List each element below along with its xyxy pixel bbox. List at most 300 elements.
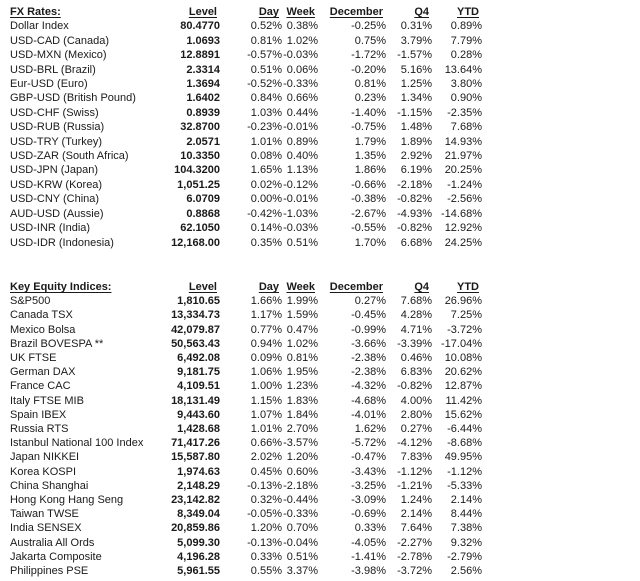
fx-table-row [0, 221, 640, 235]
fx-ytd-cell: 14.93% [444, 135, 482, 148]
equity-table-row [0, 436, 640, 450]
equity-week-cell: 1.84% [286, 408, 318, 421]
fx-week-cell: 0.40% [286, 150, 318, 163]
fx-table-row [0, 106, 640, 120]
equity-table-row [0, 294, 640, 308]
fx-day-cell: 0.08% [250, 150, 282, 163]
fx-ytd-cell: 20.25% [444, 164, 482, 177]
equity-ytd-cell: -17.04% [441, 337, 482, 350]
column-header-day: Day [258, 280, 279, 293]
equity-level-cell: 2,148.29 [177, 479, 220, 492]
fx-week-cell: 0.38% [286, 20, 318, 33]
fx-row-label: Dollar Index [10, 20, 69, 33]
fx-week-cell: 1.02% [286, 34, 318, 47]
equity-december-cell: -0.47% [351, 451, 386, 464]
equity-q4-cell: -0.82% [397, 380, 432, 393]
equity-ytd-cell: -6.44% [447, 422, 482, 435]
filler-cell [482, 465, 640, 479]
equity-q4-cell: 4.00% [400, 394, 432, 407]
fx-q4-cell: -1.57% [397, 49, 432, 62]
equity-row-label: Brazil BOVESPA ** [10, 337, 104, 350]
column-header-december: December [329, 6, 383, 18]
fx-december-cell: -0.55% [351, 222, 386, 235]
equity-q4-cell: 4.28% [400, 309, 432, 322]
fx-ytd-cell: 0.90% [450, 92, 482, 105]
equity-row-label: Jakarta Composite [10, 550, 102, 563]
equity-row-label: German DAX [10, 366, 76, 379]
equity-table-row [0, 536, 640, 550]
equity-december-cell: 1.62% [354, 422, 386, 435]
equity-q4-cell: -2.27% [397, 536, 432, 549]
equity-week-cell: 1.83% [286, 394, 318, 407]
filler-cell [482, 436, 640, 450]
equity-row-label: China Shanghai [10, 479, 89, 492]
equity-ytd-cell: 7.25% [450, 309, 482, 322]
equity-table-row [0, 308, 640, 322]
filler-cell [482, 450, 640, 464]
equity-q4-cell: 0.27% [400, 422, 432, 435]
equity-week-cell: 1.99% [286, 295, 318, 308]
equity-level-cell: 20,859.86 [171, 522, 220, 535]
fx-week-cell: 0.66% [286, 92, 318, 105]
filler-cell [482, 550, 640, 564]
fx-row-label: USD-MXN (Mexico) [10, 49, 107, 62]
equity-row-label: Italy FTSE MIB [10, 394, 84, 407]
equity-ytd-cell: -1.12% [447, 465, 482, 478]
equity-ytd-cell: 15.62% [444, 408, 482, 421]
equity-q4-cell: 1.24% [400, 493, 432, 506]
equity-level-cell: 71,417.26 [171, 437, 220, 450]
column-header-level: Level [188, 6, 217, 18]
equity-ytd-cell: 7.38% [450, 522, 482, 535]
equity-table-title [0, 280, 158, 294]
fx-day-cell: 1.03% [250, 106, 282, 119]
equity-december-cell: -4.32% [351, 380, 386, 393]
fx-week-cell: -0.03% [283, 222, 318, 235]
equity-ytd-cell: 11.42% [445, 394, 482, 407]
fx-week-cell: 0.89% [286, 135, 318, 148]
equity-q4-cell: 2.14% [400, 508, 432, 521]
filler-cell [482, 351, 640, 365]
fx-day-cell: 1.65% [250, 164, 282, 177]
equity-week-cell: 0.47% [286, 323, 318, 336]
filler-cell [482, 337, 640, 351]
fx-table-title-text: FX Rates: [10, 6, 61, 18]
fx-week-cell: 1.13% [286, 164, 318, 177]
fx-q4-cell: 1.89% [400, 135, 432, 148]
equity-table-row [0, 351, 640, 365]
equity-q4-cell: -1.12% [397, 465, 432, 478]
equity-row-label: Istanbul National 100 Index [10, 437, 144, 450]
equity-row-label: Canada TSX [10, 309, 73, 322]
fx-level-cell: 2.3314 [186, 63, 220, 76]
filler-cell [482, 236, 640, 250]
fx-december-cell: 1.86% [354, 164, 386, 177]
equity-row-label: Australia All Ords [10, 536, 95, 549]
equity-week-cell: -0.33% [283, 508, 318, 521]
equity-q4-cell: 7.68% [400, 295, 432, 308]
equity-week-cell: 0.60% [286, 465, 318, 478]
filler-cell [482, 394, 640, 408]
equity-level-cell: 50,563.43 [171, 337, 220, 350]
equity-q4-cell: 2.80% [400, 408, 432, 421]
equity-table-row [0, 379, 640, 393]
filler-cell [482, 422, 640, 436]
filler-cell [482, 77, 640, 91]
fx-row-label: USD-IDR (Indonesia) [10, 236, 114, 249]
equity-level-cell: 9,443.60 [177, 408, 220, 421]
fx-level-cell: 10.3350 [180, 150, 220, 163]
filler-cell [482, 63, 640, 77]
equity-level-cell: 5,099.30 [177, 536, 220, 549]
fx-ytd-cell: 24.25% [444, 236, 482, 249]
equity-level-cell: 42,079.87 [171, 323, 220, 336]
fx-december-cell: 1.79% [354, 135, 386, 148]
equity-day-cell: 0.45% [250, 465, 282, 478]
equity-ytd-cell: 12.87% [444, 380, 482, 393]
equity-row-label: India SENSEX [10, 522, 82, 535]
fx-december-cell: -0.38% [351, 193, 386, 206]
equity-december-cell: -4.01% [351, 408, 386, 421]
filler-cell [482, 120, 640, 134]
fx-ytd-cell: -2.35% [447, 106, 482, 119]
equity-week-cell: 0.81% [286, 351, 318, 364]
equity-level-cell: 18,131.49 [171, 394, 220, 407]
equity-ytd-cell: 9.32% [450, 536, 482, 549]
filler-cell [482, 365, 640, 379]
fx-q4-cell: -0.82% [397, 193, 432, 206]
fx-q4-cell: 3.79% [400, 34, 432, 47]
equity-day-cell: 1.01% [250, 422, 282, 435]
equity-q4-cell: -3.72% [397, 564, 432, 577]
fx-day-cell: -0.23% [247, 121, 282, 134]
fx-ytd-cell: 0.28% [450, 49, 482, 62]
filler-cell [482, 192, 640, 206]
equity-row-label: Mexico Bolsa [10, 323, 76, 336]
equity-table-row [0, 323, 640, 337]
fx-row-label: USD-RUB (Russia) [10, 121, 105, 134]
equity-level-cell: 4,196.28 [177, 550, 220, 563]
fx-level-cell: 1.3694 [186, 78, 220, 91]
equity-december-cell: -0.99% [351, 323, 386, 336]
fx-day-cell: 0.00% [250, 193, 282, 206]
column-header-day: Day [258, 6, 279, 18]
fx-level-cell: 0.8868 [186, 207, 220, 220]
filler-cell [482, 536, 640, 550]
fx-week-cell: 0.06% [286, 63, 318, 76]
fx-day-cell: 0.14% [250, 222, 282, 235]
equity-table-row [0, 422, 640, 436]
fx-level-cell: 62.1050 [180, 222, 220, 235]
fx-q4-cell: 0.31% [400, 20, 432, 33]
filler-header [482, 5, 640, 19]
equity-level-cell: 13,334.73 [171, 309, 220, 322]
equity-table-row [0, 337, 640, 351]
column-header-level: Level [188, 280, 217, 293]
equity-week-cell: -2.18% [283, 479, 318, 492]
equity-december-cell: -3.25% [351, 479, 386, 492]
fx-level-cell: 1.6402 [186, 92, 220, 105]
filler-cell [482, 91, 640, 105]
filler-cell [482, 163, 640, 177]
fx-december-cell: 1.70% [354, 236, 386, 249]
filler-cell [482, 493, 640, 507]
equity-row-label: Hong Kong Hang Seng [10, 493, 124, 506]
fx-q4-cell: 6.68% [400, 236, 432, 249]
equity-ytd-cell: 2.56% [450, 564, 482, 577]
equity-day-cell: 1.06% [250, 366, 282, 379]
fx-december-cell: 0.75% [354, 34, 386, 47]
column-header-ytd: YTD [457, 280, 479, 293]
equity-week-cell: 0.51% [286, 550, 318, 563]
equity-december-cell: -3.09% [351, 493, 386, 506]
fx-table-row [0, 149, 640, 163]
equity-day-cell: 0.32% [250, 493, 282, 506]
fx-day-cell: 0.35% [250, 236, 282, 249]
equity-row-label: Spain IBEX [10, 408, 67, 421]
equity-day-cell: 2.02% [250, 451, 282, 464]
equity-december-cell: -2.38% [351, 351, 386, 364]
fx-row-label: USD-TRY (Turkey) [10, 135, 103, 148]
filler-cell [482, 294, 640, 308]
fx-q4-cell: 1.34% [400, 92, 432, 105]
fx-day-cell: 0.84% [250, 92, 282, 105]
fx-row-label: AUD-USD (Aussie) [10, 207, 104, 220]
equity-table-row [0, 521, 640, 535]
fx-level-cell: 6.0709 [186, 193, 220, 206]
filler-cell [482, 379, 640, 393]
equity-ytd-cell: -5.33% [447, 479, 482, 492]
fx-level-cell: 80.4770 [180, 20, 220, 33]
fx-q4-cell: 1.25% [400, 78, 432, 91]
equity-week-cell: 1.59% [286, 309, 318, 322]
equity-row-label: UK FTSE [10, 351, 57, 364]
fx-table-row [0, 135, 640, 149]
equity-december-cell: -2.38% [351, 366, 386, 379]
equity-december-cell: 0.27% [354, 295, 386, 308]
equity-header-row [0, 280, 640, 294]
filler-cell [482, 479, 640, 493]
fx-day-cell: -0.42% [247, 207, 282, 220]
fx-december-cell: -1.72% [351, 49, 386, 62]
equity-december-cell: -4.05% [351, 536, 386, 549]
filler-cell [482, 106, 640, 120]
equity-table-row [0, 450, 640, 464]
fx-q4-cell: -0.82% [397, 222, 432, 235]
fx-table-row [0, 178, 640, 192]
equity-level-cell: 9,181.75 [177, 366, 220, 379]
equity-day-cell: 1.15% [250, 394, 282, 407]
equity-row-label: S&P500 [10, 295, 51, 308]
equity-table-title-text: Key Equity Indices: [10, 280, 112, 293]
equity-row-label: Philippines PSE [10, 564, 89, 577]
fx-week-cell: 0.51% [286, 236, 318, 249]
equity-week-cell: 0.70% [286, 522, 318, 535]
equity-q4-cell: 7.83% [400, 451, 432, 464]
fx-day-cell: -0.52% [247, 78, 282, 91]
filler-cell [482, 19, 640, 33]
fx-ytd-cell: 12.92% [444, 222, 482, 235]
filler-cell [482, 408, 640, 422]
equity-day-cell: -0.05% [247, 508, 282, 521]
equity-day-cell: 1.66% [250, 295, 282, 308]
equity-level-cell: 1,810.65 [177, 295, 220, 308]
equity-level-cell: 5,961.55 [177, 564, 220, 577]
fx-ytd-cell: -14.68% [441, 207, 482, 220]
fx-level-cell: 12,168.00 [171, 236, 220, 249]
equity-level-cell: 1,974.63 [177, 465, 220, 478]
column-header-week: Week [286, 6, 315, 18]
fx-table-row [0, 34, 640, 48]
equity-day-cell: 0.09% [250, 351, 282, 364]
equity-q4-cell: -4.12% [397, 437, 432, 450]
fx-day-cell: 0.81% [250, 34, 282, 47]
equity-december-cell: -3.66% [351, 337, 386, 350]
equity-week-cell: 1.23% [286, 380, 318, 393]
equity-week-cell: -0.04% [283, 536, 318, 549]
equity-table-row [0, 493, 640, 507]
fx-ytd-cell: 0.89% [450, 20, 482, 33]
column-header-week: Week [286, 280, 315, 293]
equity-ytd-cell: 2.14% [450, 493, 482, 506]
fx-table-row [0, 91, 640, 105]
fx-q4-cell: 2.92% [400, 150, 432, 163]
filler-cell [482, 323, 640, 337]
fx-day-cell: 1.01% [250, 135, 282, 148]
equity-day-cell: 0.55% [250, 564, 282, 577]
fx-level-cell: 104.3200 [174, 164, 220, 177]
equity-december-cell: -0.69% [351, 508, 386, 521]
fx-level-cell: 12.8891 [180, 49, 220, 62]
fx-week-cell: -0.01% [283, 121, 318, 134]
fx-row-label: USD-INR (India) [10, 222, 91, 235]
fx-table-row [0, 48, 640, 62]
filler-cell [482, 34, 640, 48]
equity-week-cell: -0.44% [283, 493, 318, 506]
equity-row-label: Taiwan TWSE [10, 508, 79, 521]
filler-cell [482, 507, 640, 521]
fx-row-label: USD-JPN (Japan) [10, 164, 99, 177]
equity-day-cell: -0.13% [247, 536, 282, 549]
key-equity-indices-table [0, 280, 640, 578]
equity-ytd-cell: -2.79% [447, 550, 482, 563]
fx-table-row [0, 120, 640, 134]
equity-week-cell: 2.70% [286, 422, 318, 435]
equity-table-row [0, 408, 640, 422]
equity-day-cell: 0.66% [250, 437, 282, 450]
fx-table-row [0, 192, 640, 206]
fx-q4-cell: 6.19% [400, 164, 432, 177]
fx-day-cell: 0.02% [250, 178, 282, 191]
filler-cell [482, 521, 640, 535]
filler-cell [482, 207, 640, 221]
fx-table-row [0, 207, 640, 221]
fx-row-label: USD-BRL (Brazil) [10, 63, 96, 76]
fx-ytd-cell: 3.80% [450, 78, 482, 91]
fx-december-cell: 1.35% [354, 150, 386, 163]
fx-ytd-cell: 7.79% [450, 34, 482, 47]
equity-q4-cell: 0.46% [400, 351, 432, 364]
filler-cell [482, 308, 640, 322]
equity-level-cell: 4,109.51 [177, 380, 220, 393]
equity-day-cell: 0.33% [250, 550, 282, 563]
fx-row-label: USD-CAD (Canada) [10, 34, 110, 47]
equity-ytd-cell: 8.44% [450, 508, 482, 521]
fx-row-label: USD-ZAR (South Africa) [10, 150, 129, 163]
fx-ytd-cell: 7.68% [450, 121, 482, 134]
equity-q4-cell: -3.39% [397, 337, 432, 350]
equity-week-cell: 1.20% [286, 451, 318, 464]
equity-ytd-cell: 20.62% [444, 366, 482, 379]
equity-day-cell: -0.13% [247, 479, 282, 492]
equity-ytd-cell: -3.72% [447, 323, 482, 336]
fx-level-cell: 1.0693 [186, 34, 220, 47]
fx-header-row [0, 5, 640, 19]
fx-row-label: GBP-USD (British Pound) [10, 92, 136, 105]
equity-q4-cell: 7.64% [400, 522, 432, 535]
fx-row-label: USD-CNY (China) [10, 193, 100, 206]
filler-cell [482, 149, 640, 163]
equity-december-cell: -3.98% [351, 564, 386, 577]
equity-row-label: Japan NIKKEI [10, 451, 80, 464]
equity-q4-cell: -2.78% [397, 550, 432, 563]
fx-day-cell: -0.57% [247, 49, 282, 62]
equity-level-cell: 15,587.80 [171, 451, 220, 464]
equity-q4-cell: 6.83% [400, 366, 432, 379]
equity-december-cell: -3.43% [351, 465, 386, 478]
equity-week-cell: 1.95% [286, 366, 318, 379]
equity-week-cell: -3.57% [283, 437, 318, 450]
equity-december-cell: -5.72% [351, 437, 386, 450]
equity-table-row [0, 564, 640, 578]
fx-table-row [0, 163, 640, 177]
fx-december-cell: -0.25% [351, 20, 386, 33]
equity-row-label: Russia RTS [10, 422, 69, 435]
equity-day-cell: 0.77% [250, 323, 282, 336]
fx-ytd-cell: -1.24% [447, 178, 482, 191]
equity-level-cell: 1,428.68 [177, 422, 220, 435]
equity-day-cell: 1.07% [250, 408, 282, 421]
equity-ytd-cell: 49.95% [444, 451, 482, 464]
equity-december-cell: -0.45% [351, 309, 386, 322]
fx-q4-cell: -1.15% [397, 106, 432, 119]
fx-ytd-cell: -2.56% [447, 193, 482, 206]
fx-december-cell: -0.20% [351, 63, 386, 76]
fx-level-cell: 32.8700 [180, 121, 220, 134]
equity-day-cell: 1.20% [250, 522, 282, 535]
equity-day-cell: 1.00% [250, 380, 282, 393]
column-header-q4: Q4 [414, 280, 429, 293]
fx-day-cell: 0.52% [250, 20, 282, 33]
fx-table-row [0, 19, 640, 33]
equity-ytd-cell: 26.96% [444, 295, 482, 308]
fx-q4-cell: 5.16% [400, 63, 432, 76]
equity-week-cell: 3.37% [286, 564, 318, 577]
equity-table-row [0, 507, 640, 521]
equity-ytd-cell: 10.08% [444, 351, 482, 364]
fx-ytd-cell: 13.64% [444, 63, 482, 76]
filler-cell [482, 564, 640, 578]
fx-table-row [0, 77, 640, 91]
filler-cell [482, 135, 640, 149]
fx-q4-cell: -4.93% [397, 207, 432, 220]
fx-week-cell: -0.01% [283, 193, 318, 206]
fx-row-label: USD-CHF (Swiss) [10, 106, 99, 119]
equity-table-row [0, 394, 640, 408]
equity-table-row [0, 550, 640, 564]
equity-ytd-cell: -8.68% [447, 437, 482, 450]
fx-level-cell: 2.0571 [186, 135, 220, 148]
